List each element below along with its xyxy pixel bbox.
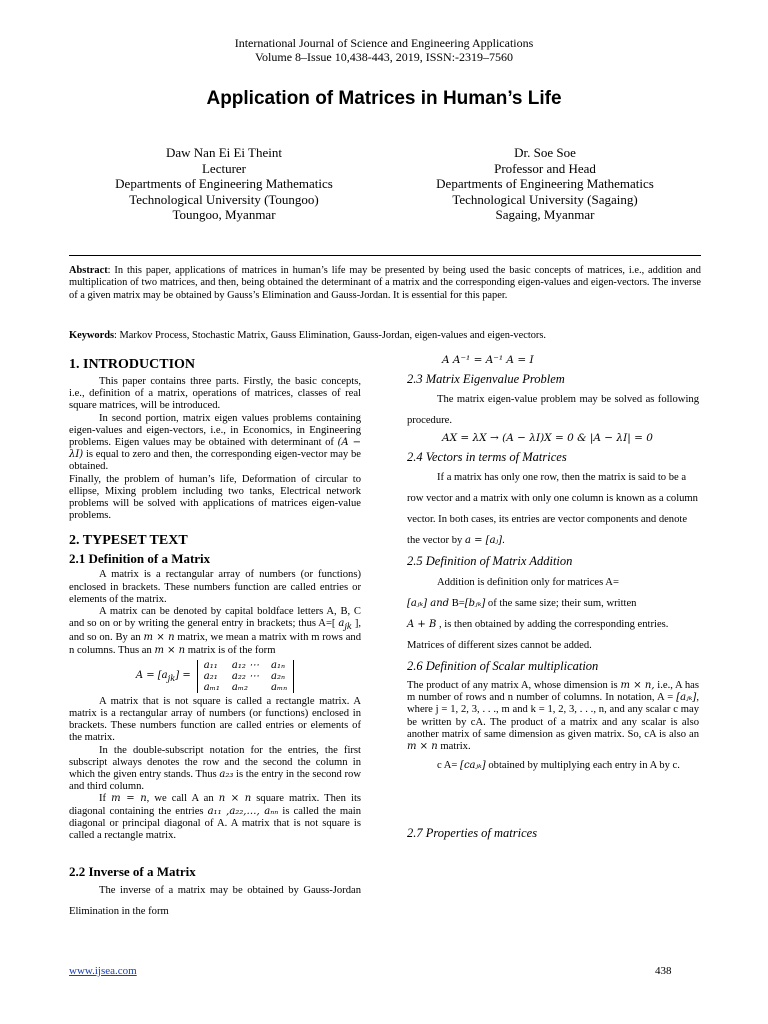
page-number: 438 <box>655 965 672 977</box>
paragraph: If a matrix has only one row, then the matrix is said to be a row vector and a matrix with only one column is known as a column vector. In both cases, its entries are vector components and denote the vector by a = [aⱼ]. <box>407 472 698 546</box>
matrix: a₁₁ a₁₂ ⋯ a₁ₙ a₂₁ a₂₂ ⋯ a₂ₙ aₘ₁ aₘ₂ aₘₙ <box>197 660 294 693</box>
subsection-heading: 2.4 Vectors in terms of Matrices <box>407 450 567 464</box>
author-block-2 <box>405 145 685 223</box>
abstract-text: : In this paper, applications of matrices in human’s life may be presented by being used the basic concepts of matrices, i.e., addition and multiplication of two matrices, and then, being obtained the determinant of a matrix and the corresponding eigen-values and eigen-vectors. The inverse of a given matrix may be obtained by Gauss’s Elimination and Gauss-Jordan. It is essential for this paper. <box>69 265 701 301</box>
math-expression: (A − λI) <box>69 437 361 461</box>
subsection-heading: 2.6 Definition of Scalar multiplication <box>407 659 599 673</box>
author-university: Technological University (Toungoo) <box>129 191 319 207</box>
author-block-1 <box>84 145 364 223</box>
paragraph: This paper contains three parts. Firstly, the basic concepts, i.e., definition of a matrix, operations of matrices, classes of real square matrices, will be introduced. <box>69 376 361 412</box>
journal-name: International Journal of Science and Engineering Applications <box>234 36 534 50</box>
paragraph: If m = n, we call A an n × n square matrix. Then its diagonal containing the entries a₁₁ ,a₂₂,…, aₙₙ is called the main diagonal or principal diagonal of A. A matrix that is not square is called a rectangle matrix. <box>69 793 362 842</box>
keywords <box>69 330 701 342</box>
paragraph: Addition is definition only for matrices A= <box>437 577 619 588</box>
paragraph: The matrix eigen-value problem may be solved as following procedure. <box>407 394 699 426</box>
paragraph: c A= [caⱼₖ] obtained by multiplying each entry in A by c. <box>437 760 680 772</box>
abstract <box>69 265 701 302</box>
paragraph: A matrix that is not square is called a rectangle matrix. A matrix is a rectangular array of numbers (or functions) enclosed in brackets. These numbers function are called entries or elements of the matrix. <box>69 695 361 744</box>
paragraph: Matrices of different sizes cannot be added. <box>407 640 592 651</box>
subsection-heading: 2.1 Definition of a Matrix <box>69 551 211 567</box>
author-dept: Departments of Engineering Mathematics <box>115 176 333 191</box>
author-dept: Departments of Engineering Mathematics <box>436 176 654 191</box>
left-column <box>69 357 361 922</box>
divider <box>69 255 701 256</box>
section-heading-introduction: 1. INTRODUCTION <box>69 357 196 372</box>
author-name: Daw Nan Ei Ei Theint <box>165 145 282 160</box>
matrix-lhs: $A = [a_{jk}]$ = <box>135 669 191 683</box>
subsection-heading: 2.3 Matrix Eigenvalue Problem <box>407 372 565 386</box>
paragraph: A matrix is a rectangular array of numbers (or functions) enclosed in brackets. These numbers function are called entries or elements of the matrix. <box>69 569 361 605</box>
eigen-equation: AX = λX → (A − λI)X = 0 & |A − λI| = 0 <box>442 432 653 444</box>
paragraph: A + B , is then obtained by adding the corresponding entries. <box>407 619 669 630</box>
journal-volume: Volume 8–Issue 10,438-443, 2019, ISSN:-2319–7560 <box>254 50 514 64</box>
author-name: Dr. Soe Soe <box>514 145 576 160</box>
author-location: Sagaing, Myanmar <box>495 207 595 222</box>
subsection-heading: 2.7 Properties of matrices <box>407 826 538 841</box>
author-role: Lecturer <box>201 160 247 176</box>
paragraph: [aⱼₖ] and B=[bⱼₖ] of the same size; their sum, written <box>407 598 637 609</box>
keywords-label: Keywords <box>69 330 115 341</box>
author-role: Professor and Head <box>494 160 596 176</box>
abstract-label: Abstract <box>69 265 108 276</box>
paragraph: Finally, the problem of human’s life, Deformation of circular to ellipse, Mixing problem including two tanks, Electrical network problems will be solved with applications of matrices eigen-value problems. <box>69 473 361 522</box>
paragraph: The inverse of a matrix may be obtained by Gauss-Jordan Elimination in the form <box>69 885 361 918</box>
paragraph: In the double-subscript notation for the entries, the first subscript always denotes the row and the second the column in which the given entry stands. Thus a₂₃ is the entry in the second row and third column. <box>69 744 361 793</box>
paragraph: In second portion, matrix eigen values problems containing eigen-values and eigen-vectors, i.e., in Economics, in Engineering problems. Eigen values may be obtained with determinant of (A − λI) is equal to zero and then, the corresponding eigen-vector may be obtained. <box>69 412 361 473</box>
journal-header <box>0 36 768 64</box>
author-university: Technological University (Sagaing) <box>452 191 638 207</box>
right-column <box>407 354 699 841</box>
subsection-heading: 2.2 Inverse of a Matrix <box>69 864 196 880</box>
paper-title: Application of Matrices in Human’s Life <box>206 88 562 109</box>
section-heading-typeset: 2. TYPESET TEXT <box>69 533 188 549</box>
author-location: Toungoo, Myanmar <box>172 207 276 222</box>
inverse-equation: A A⁻¹ = A⁻¹ A = I <box>442 354 534 366</box>
subsection-heading: 2.5 Definition of Matrix Addition <box>407 554 573 568</box>
keywords-text: : Markov Process, Stochastic Matrix, Gauss Elimination, Gauss-Jordan, eigen-values and eigen-vectors. <box>114 330 547 341</box>
journal-website-link[interactable]: www.ijsea.com <box>69 965 137 977</box>
matrix-definition <box>69 660 361 693</box>
paragraph: A matrix can be denoted by capital boldface letters A, B, C and so on or by writing the general entry in brackets; thus A=[ $a_{jk}$ ], and so on. By an m × n matrix, we mean a matrix with m rows and n columns. Thus an m × n matrix is of the form <box>69 606 362 656</box>
paragraph: The product of any matrix A, whose dimension is m × n, i.e., A has m number of rows and n number of columns. In notation, A = [aⱼₖ], where j = 1, 2, 3, . . ., m and k = 1, 2, 3, . . ., n, and any scalar c may be written by cA. The product of a matrix and any scalar is also another matrix of same dimension as given matrix. So, cA is also an m × n matrix. <box>407 680 699 753</box>
